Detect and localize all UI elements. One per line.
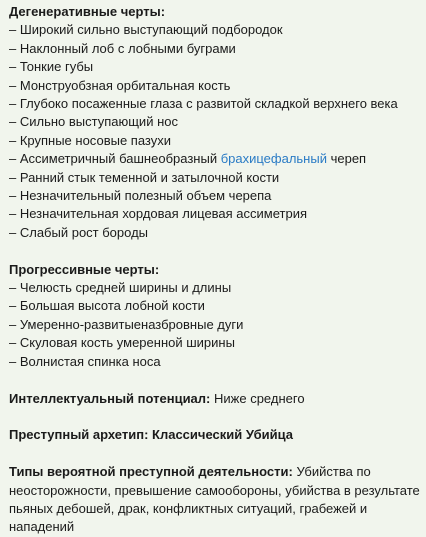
spacer bbox=[9, 242, 426, 260]
degenerative-item: – Наклонный лоб с лобными буграми bbox=[9, 40, 236, 56]
degenerative-item: – Сильно выступающий нос bbox=[9, 114, 178, 130]
spacer bbox=[9, 408, 426, 426]
degenerative-item: – Глубоко посаженные глаза с развитой складкой верхнего века bbox=[9, 96, 398, 112]
skull-item-prefix: – Ассиметричный башнеобразный bbox=[9, 151, 221, 167]
progressive-item: – Скуловая кость умеренной ширины bbox=[9, 335, 235, 351]
degenerative-item: – Крупные носовые пазухи bbox=[9, 132, 171, 148]
degenerative-item: – Тонкие губы bbox=[9, 59, 94, 75]
degenerative-item: – Незначительный полезный объем черепа bbox=[9, 188, 272, 204]
activity-label: Типы вероятной преступной деятельности: bbox=[9, 464, 293, 480]
skull-item-suffix: череп bbox=[326, 151, 367, 167]
degenerative-item: – Слабый рост бороды bbox=[9, 224, 149, 240]
progressive-heading: Прогрессивные черты: bbox=[9, 261, 160, 277]
spacer bbox=[9, 445, 426, 463]
degenerative-item: – Широкий сильно выступающий подбородок bbox=[9, 22, 283, 38]
intellect-label: Интеллектуальный потенциал: bbox=[9, 390, 211, 406]
degenerative-item: – Монструобзная орбитальная кость bbox=[9, 77, 231, 93]
progressive-item: – Умеренно-развитыеназбровные дуги bbox=[9, 316, 244, 332]
degenerative-heading: Дегенеративные черты: bbox=[9, 4, 166, 19]
activity-value: Убийства по неосторожности, превышение самообороны, убийства в результате пьяных дебошей, драк, конфликтных ситуаций, грабежей и нападений bbox=[9, 464, 420, 535]
progressive-item: – Челюсть средней ширины и длины bbox=[9, 280, 232, 296]
intellect-row bbox=[9, 390, 426, 408]
progressive-item: – Волнистая спинка носа bbox=[9, 353, 161, 369]
degenerative-item: – Незначительная хордовая лицевая ассиметрия bbox=[9, 206, 308, 222]
degenerative-item-skull bbox=[9, 150, 426, 168]
activity-paragraph bbox=[9, 463, 426, 537]
intellect-value: Ниже среднего bbox=[210, 390, 305, 406]
degenerative-item: – Ранний стык теменной и затылочной кости bbox=[9, 169, 280, 185]
archetype-row: Преступный архетип: Классический Убийца bbox=[9, 427, 293, 443]
progressive-item: – Большая высота лобной кости bbox=[9, 298, 205, 314]
spacer bbox=[9, 371, 426, 389]
brachycephalic-link[interactable]: брахицефальный bbox=[220, 151, 327, 167]
